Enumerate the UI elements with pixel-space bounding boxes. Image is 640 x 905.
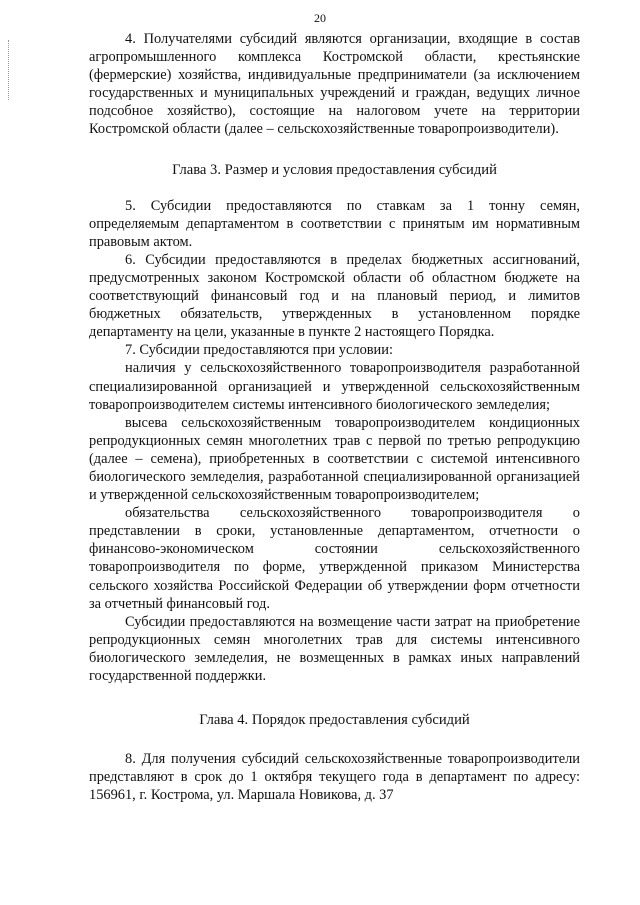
margin-scan-mark [8, 40, 10, 100]
paragraph-7-condition-3: обязательства сельскохозяйственного товаропроизводителя о представлении в сроки, установленные департаментом, отчетности о финансово-экономическом состоянии сельскохозяйственного товаропроизводителя по форме, утвержденной приказом Министерства сельского хозяйства Российской Федерации об утверждении форм отчетности за отчетный финансовый год. [89, 505, 580, 612]
chapter-4-heading: Глава 4. Порядок предоставления субсидий [199, 712, 470, 729]
paragraph-6: 6. Субсидии предоставляются в пределах бюджетных ассигнований, предусмотренных законом Костромской области об областном бюджете на соответствующий финансовый год и на плановый период, и лимитов бюджетных обязательств, утвержденных в установленном порядке департаменту на цели, указанные в пункте 2 настоящего Порядка. [89, 251, 580, 341]
paragraph-7-purpose: Субсидии предоставляются на возмещение части затрат на приобретение репродукционных семян многолетних трав для системы интенсивного биологического земледелия, не возмещенных в рамках иных направлений государственной поддержки. [89, 613, 580, 684]
paragraph-4: 4. Получателями субсидий являются организации, входящие в состав агропромышленного комплекса Костромской области, крестьянские (фермерские) хозяйства, индивидуальные предприниматели (за исключением государственных и муниципальных учреждений и граждан, ведущих личное подсобное хозяйство), состоящие на налоговом учете на территории Костромской области (далее – сельскохозяйственные товаропроизводители). [89, 31, 580, 138]
paragraph-5: 5. Субсидии предоставляются по ставкам за 1 тонну семян, определяемым департаментом в соответствии с принятым им нормативным правовым актом. [89, 197, 580, 250]
page-number: 20 [314, 11, 326, 25]
paragraph-7-condition-2: высева сельскохозяйственным товаропроизводителем кондиционных репродукционных семян многолетних трав с первой по третью репродукцию (далее – семена), приобретенных в соответствии с системой интенсивного биологического земледелия, разработанной специализированной организацией и утвержденной сельскохозяйственным товаропроизводителем; [89, 414, 580, 504]
paragraph-7-condition-1: наличия у сельскохозяйственного товаропроизводителя разработанной специализированной организацией и утвержденной сельскохозяйственным товаропроизводителем системы интенсивного биологического земледелия; [89, 360, 580, 413]
document-body [89, 30, 580, 804]
paragraph-7: 7. Субсидии предоставляются при условии: [125, 342, 393, 359]
paragraph-8: 8. Для получения субсидий сельскохозяйственные товаропроизводители представляют в срок до 1 октября текущего года в департамент по адресу: 156961, г. Кострома, ул. Маршала Новикова, д. 37 [89, 751, 580, 804]
chapter-3-heading: Глава 3. Размер и условия предоставления субсидий [172, 161, 497, 178]
